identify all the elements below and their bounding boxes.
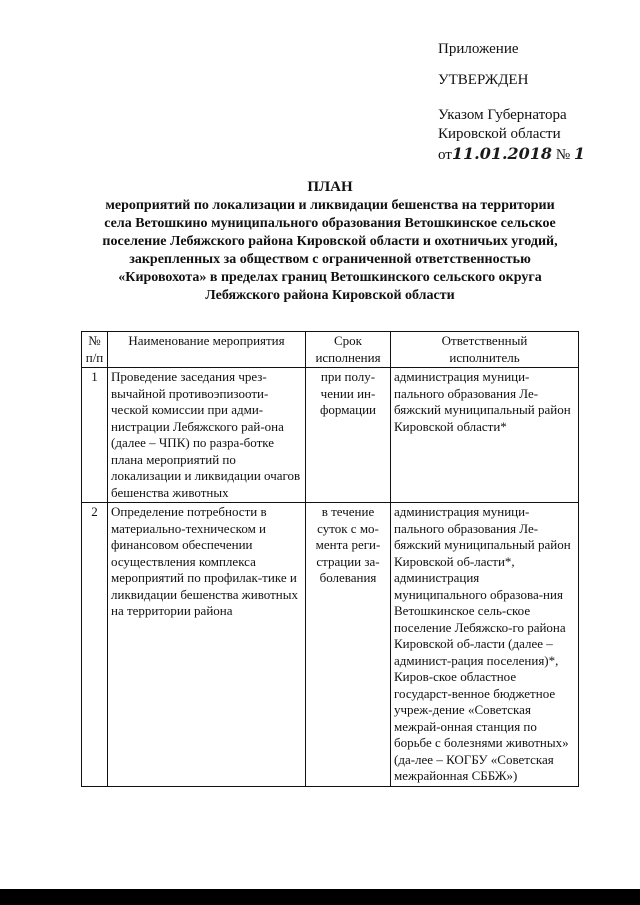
title-line: закрепленных за обществом с ограниченной ответственностью [129,252,531,267]
decree-date: 11.01.2018 [451,144,553,163]
decree-date-line [438,144,628,165]
header-responsible: Ответственный исполнитель [391,332,579,368]
row-term: при полу-чении ин-формации [306,368,391,503]
header-name: Наименование мероприятия [108,332,306,368]
plan-table [81,331,579,787]
row-activity: Определение потребности в материально-техническом и финансовом обеспечении осуществления комплекса мероприятий по профилак-тике и ликвидации бешенства животных на территории района [108,503,306,787]
row-term: в течение суток с мо-мента реги-страции за-болевания [306,503,391,787]
header-num: № п/п [82,332,108,368]
appendix-label: Приложение [438,41,519,57]
row-responsible: администрация муници-пального образования Ле-бяжский муниципальный район Кировской области* [391,368,579,503]
table-header-row [82,332,579,368]
document-title [70,178,590,305]
row-num: 2 [82,503,108,787]
decree-number: 1 [573,144,586,163]
approval-block [438,40,628,165]
header-term: Срок исполнения [306,332,391,368]
number-prefix: № [555,147,571,163]
title-line: села Ветошкино муниципального образования Ветошкинское сельское [104,216,556,231]
decree-line-2: Кировской области [438,126,561,142]
title-line: мероприятий по локализации и ликвидации бешенства на территории [105,198,555,213]
title-line: «Кировохота» в пределах границ Ветошкинского сельского округа [118,270,542,285]
table-row [82,503,579,787]
title-line: поселение Лебяжского района Кировской области и охотничьих угодий, [102,234,558,249]
approved-label: УТВЕРЖДЕН [438,72,529,88]
row-responsible: администрация муници-пального образования Ле-бяжский муниципальный район Кировской об-ласти*, администрация муниципального образова-ния Ветошкинское сель-ское поселение Лебяжско-го района Кировской об-ласти (далее – админист-рация поселения)*, Киров-ское областное государст-венное бюджетное учреж-дение «Советская межрай-онная станция по борьбе с болезнями животных» (да-лее – КОГБУ «Советская межрайонная СББЖ») [391,503,579,787]
decree-line-1: Указом Губернатора [438,107,567,123]
plan-heading: ПЛАН [307,179,353,195]
table-row [82,368,579,503]
scan-edge-bar [0,889,640,905]
title-line: Лебяжского района Кировской области [205,288,455,303]
row-num: 1 [82,368,108,503]
row-activity: Проведение заседания чрез-вычайной противоэпизооти-ческой комиссии при адми-нистрации Лебяжского рай-она (далее – ЧПК) по разра-ботке плана мероприятий по локализации и ликвидации очагов бешенства животных [108,368,306,503]
date-prefix: от [438,147,452,163]
